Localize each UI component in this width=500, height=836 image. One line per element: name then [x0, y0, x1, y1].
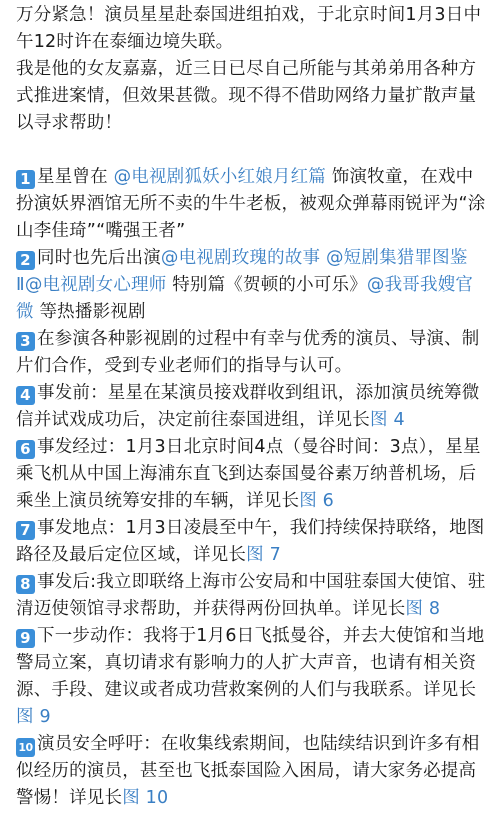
image-10-link[interactable]: 图 10	[122, 788, 169, 808]
image-6-link[interactable]: 图 6	[299, 491, 334, 511]
number-1-badge: 1	[16, 170, 35, 189]
item-9-text: 下一步动作：我将于1月6日飞抵曼谷，并去大使馆和当地警局立案，真切请求有影响力的人扩大声音，也请有相关资源、手段、建议或者成功营救案例的人们与我联系。详见长	[16, 626, 485, 700]
intro-paragraph-2	[16, 56, 488, 137]
item-7-text: 事发地点：1月3日凌晨至中午，我们持续保持联络，地图路径及最后定位区域，详见长	[16, 518, 485, 565]
number-4-badge: 4	[16, 386, 35, 405]
blank-line	[16, 137, 488, 164]
mention-link-huyao[interactable]: @电视剧狐妖小红娘月红篇	[113, 167, 326, 187]
list-item-1	[16, 164, 488, 245]
mention-link-meigui[interactable]: @电视剧玫瑰的故事	[160, 248, 321, 268]
image-7-link[interactable]: 图 7	[246, 545, 281, 565]
item-2-text-c: 等热播影视剧	[33, 302, 146, 322]
list-item-8	[16, 569, 488, 623]
intro-text-2: 我是他的女友嘉嘉，近三日已尽自己所能与其弟弟用各种方式推进案情，但效果甚微。现不得不借助网络力量扩散声量以寻求帮助！	[16, 59, 477, 133]
intro-text-1: 万分紧急！演员星星赴泰国进组拍戏，于北京时间1月3日中午12时许在泰缅边境失联。	[16, 5, 482, 52]
number-2-badge: 2	[16, 251, 35, 270]
image-8-link[interactable]: 图 8	[405, 599, 441, 619]
item-1-text-a: 星星曾在	[37, 167, 108, 187]
item-6-text: 事发经过：1月3日北京时间4点（曼谷时间：3点），星星乘飞机从中国上海浦东直飞到达泰国曼谷素万纳普机场，后乘坐上演员统筹安排的车辆，详见长	[16, 437, 481, 511]
item-2-text-b: 特别篇《贺顿的小可乐》	[166, 275, 367, 295]
item-8-text: 事发后:我立即联络上海市公安局和中国驻泰国大使馆、驻清迈使领馆寻求帮助，并获得两份回执单。详见长	[16, 572, 486, 619]
mention-link-wogewosao[interactable]: @我哥我嫂官微	[16, 275, 474, 322]
item-2-text-a: 同时也先后出演	[37, 248, 161, 268]
item-10-text: 演员安全呼吁：在收集线索期间，也陆续结识到许多有相似经历的演员，甚至也飞抵泰国险入困局，请大家务必提高警惕！详见长	[16, 734, 480, 808]
list-item-4	[16, 380, 488, 434]
image-4-link[interactable]: 图 4	[370, 410, 405, 430]
mention-link-liezui[interactable]: @短剧集猎罪图鉴 Ⅱ	[16, 248, 468, 295]
list-item-6	[16, 434, 488, 515]
list-item-2	[16, 245, 488, 326]
number-8-badge: 8	[16, 575, 35, 594]
mention-link-xinlishi[interactable]: @电视剧女心理师	[24, 275, 167, 295]
image-9-link[interactable]: 图 9	[16, 707, 51, 727]
number-3-badge: 3	[16, 332, 35, 351]
list-item-3	[16, 326, 488, 380]
list-item-10	[16, 731, 488, 812]
number-6-badge: 6	[16, 440, 35, 459]
item-1-text-b: 饰演牧童，在戏中扮演妖界酒馆无所不卖的牛牛老板，被观众弹幕雨锐评为“涂山李佳琦”“嘴强王者”	[16, 167, 486, 241]
number-9-badge: 9	[16, 629, 35, 648]
number-10-badge: 10	[16, 738, 35, 757]
item-3-text: 在参演各种影视剧的过程中有幸与优秀的演员、导演、制片们合作，受到专业老师们的指导与认可。	[16, 329, 480, 376]
list-item-9	[16, 623, 488, 731]
list-item-7	[16, 515, 488, 569]
number-7-badge: 7	[16, 521, 35, 540]
item-4-text: 事发前：星星在某演员接戏群收到组讯，添加演员统筹微信并试戏成功后，决定前往泰国进组，详见长	[16, 383, 480, 430]
intro-paragraph-1	[16, 2, 488, 56]
